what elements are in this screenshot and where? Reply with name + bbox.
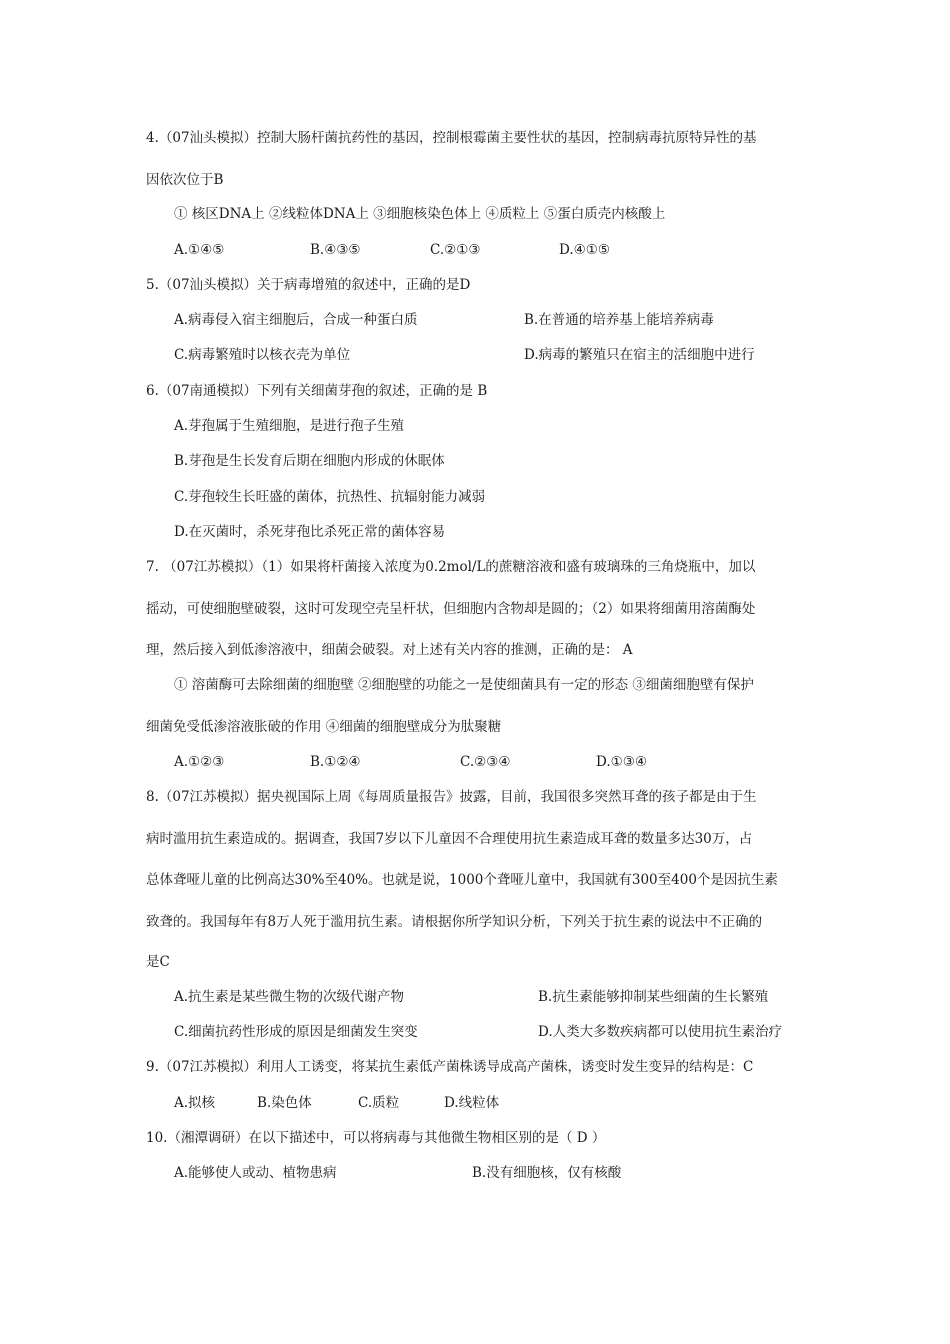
question-9-option-b: B.染色体	[257, 1095, 312, 1111]
question-6-option-c: C.芽孢较生长旺盛的菌体，抗热性、抗辐射能力减弱	[174, 489, 486, 505]
question-9-option-c: C.质粒	[358, 1095, 400, 1111]
question-4-statements: ① 核区DNA上 ②线粒体DNA上 ③细胞核染色体上 ④质粒上 ⑤蛋白质壳内核酸上	[174, 206, 666, 222]
question-7-statements-line-2: 细菌免受低渗溶液胀破的作用 ④细菌的细胞壁成分为肽聚糖	[146, 719, 502, 735]
question-8-stem-line-2: 病时滥用抗生素造成的。据调查，我国7岁以下儿童因不合理使用抗生素造成耳聋的数量多达30万，占	[146, 831, 753, 847]
question-8-option-a: A.抗生素是某些微生物的次级代谢产物	[174, 989, 405, 1005]
question-8-stem-line-4: 致聋的。我国每年有8万人死于滥用抗生素。请根据你所学知识分析，下列关于抗生素的说法中不正确的	[146, 914, 763, 930]
question-7-option-a: A.①②③	[174, 754, 225, 770]
question-6-option-d: D.在灭菌时，杀死芽孢比杀死正常的菌体容易	[174, 524, 446, 540]
question-7-statements-line-1: ① 溶菌酶可去除细菌的细胞壁 ②细胞壁的功能之一是使细菌具有一定的形态 ③细菌细胞壁有保护	[174, 677, 754, 693]
question-5-stem: 5.（07汕头模拟）关于病毒增殖的叙述中，正确的是D	[146, 277, 471, 293]
question-7-stem-line-3: 理，然后接入到低渗溶液中，细菌会破裂。对上述有关内容的推测，正确的是： A	[146, 642, 633, 658]
question-10-option-b: B.没有细胞核，仅有核酸	[472, 1165, 622, 1181]
question-4-stem-line-2: 因依次位于B	[146, 172, 224, 188]
question-5-option-a: A.病毒侵入宿主细胞后，合成一种蛋白质	[174, 312, 418, 328]
question-9-option-d: D.线粒体	[444, 1095, 500, 1111]
question-6-option-a: A.芽孢属于生殖细胞，是进行孢子生殖	[174, 418, 405, 434]
question-4-option-d: D.④①⑤	[559, 242, 610, 258]
question-8-option-d: D.人类大多数疾病都可以使用抗生素治疗	[538, 1024, 783, 1040]
question-9-option-a: A.拟核	[174, 1095, 216, 1111]
question-8-option-b: B.抗生素能够抑制某些细菌的生长繁殖	[538, 989, 769, 1005]
question-5-option-b: B.在普通的培养基上能培养病毒	[524, 312, 714, 328]
question-5-option-d: D.病毒的繁殖只在宿主的活细胞中进行	[524, 347, 755, 363]
question-8-stem-line-5: 是C	[146, 954, 170, 970]
question-7-option-b: B.①②④	[310, 754, 361, 770]
question-4-option-a: A.①④⑤	[174, 242, 225, 258]
question-4-stem-line-1: 4.（07汕头模拟）控制大肠杆菌抗药性的基因，控制根霉菌主要性状的基因，控制病毒抗原特异性的基	[146, 130, 757, 146]
question-9-stem: 9.（07江苏模拟）利用人工诱变，将某抗生素低产菌株诱导成高产菌株，诱变时发生变异的结构是：C	[146, 1059, 754, 1075]
question-5-option-c: C.病毒繁殖时以核衣壳为单位	[174, 347, 351, 363]
question-7-stem-line-2: 摇动，可使细胞壁破裂，这时可发现空壳呈杆状，但细胞内含物却是圆的；（2）如果将细菌用溶菌酶处	[146, 601, 756, 617]
question-6-stem: 6.（07南通模拟）下列有关细菌芽孢的叙述，正确的是 B	[146, 383, 488, 399]
question-4-option-b: B.④③⑤	[310, 242, 361, 258]
question-7-option-c: C.②③④	[460, 754, 511, 770]
question-10-stem: 10.（湘潭调研）在以下描述中，可以将病毒与其他微生物相区别的是（ D ）	[146, 1130, 606, 1146]
question-7-option-d: D.①③④	[596, 754, 647, 770]
question-7-stem-line-1: 7. （07江苏模拟）（1）如果将杆菌接入浓度为0.2mol/L的蔗糖溶液和盛有玻璃珠的三角烧瓶中，加以	[146, 559, 756, 575]
question-8-option-c: C.细菌抗药性形成的原因是细菌发生突变	[174, 1024, 418, 1040]
question-8-stem-line-3: 总体聋哑儿童的比例高达30%至40%。也就是说，1000个聋哑儿童中，我国就有300至400个是因抗生素	[146, 872, 778, 888]
question-6-option-b: B.芽孢是生长发育后期在细胞内形成的休眠体	[174, 453, 445, 469]
question-8-stem-line-1: 8.（07江苏模拟）据央视国际上周《每周质量报告》披露，目前，我国很多突然耳聋的孩子都是由于生	[146, 789, 757, 805]
question-10-option-a: A.能够使人或动、植物患病	[174, 1165, 337, 1181]
question-4-option-c: C.②①③	[430, 242, 481, 258]
